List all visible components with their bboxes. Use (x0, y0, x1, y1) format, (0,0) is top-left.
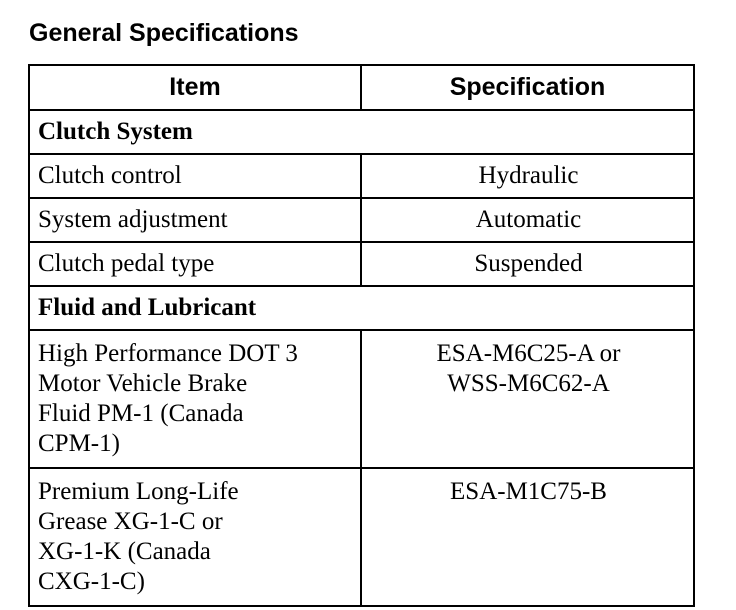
item-cell: System adjustment (29, 198, 361, 242)
section-row-clutch-system (29, 110, 694, 154)
table-row (29, 468, 694, 606)
section-row-fluid-and-lubricant (29, 286, 694, 330)
item-cell: Clutch control (29, 154, 361, 198)
section-heading: Fluid and Lubricant (29, 286, 694, 330)
specifications-table (28, 64, 695, 607)
item-cell: Clutch pedal type (29, 242, 361, 286)
item-cell: High Performance DOT 3 Motor Vehicle Brake Fluid PM-1 (Canada CPM-1) (29, 330, 361, 468)
page-title: General Specifications (29, 19, 299, 47)
column-header-specification: Specification (361, 65, 694, 110)
spec-cell: Automatic (361, 198, 694, 242)
table-row (29, 154, 694, 198)
column-header-item: Item (29, 65, 361, 110)
spec-cell: ESA-M6C25-A or WSS-M6C62-A (361, 330, 694, 468)
item-cell: Premium Long-Life Grease XG-1-C or XG-1-K (Canada CXG-1-C) (29, 468, 361, 606)
table-row (29, 330, 694, 468)
spec-cell: Suspended (361, 242, 694, 286)
section-heading: Clutch System (29, 110, 694, 154)
table-row (29, 198, 694, 242)
spec-cell: Hydraulic (361, 154, 694, 198)
spec-cell: ESA-M1C75-B (361, 468, 694, 606)
table-row (29, 242, 694, 286)
table-header-row (29, 65, 694, 110)
